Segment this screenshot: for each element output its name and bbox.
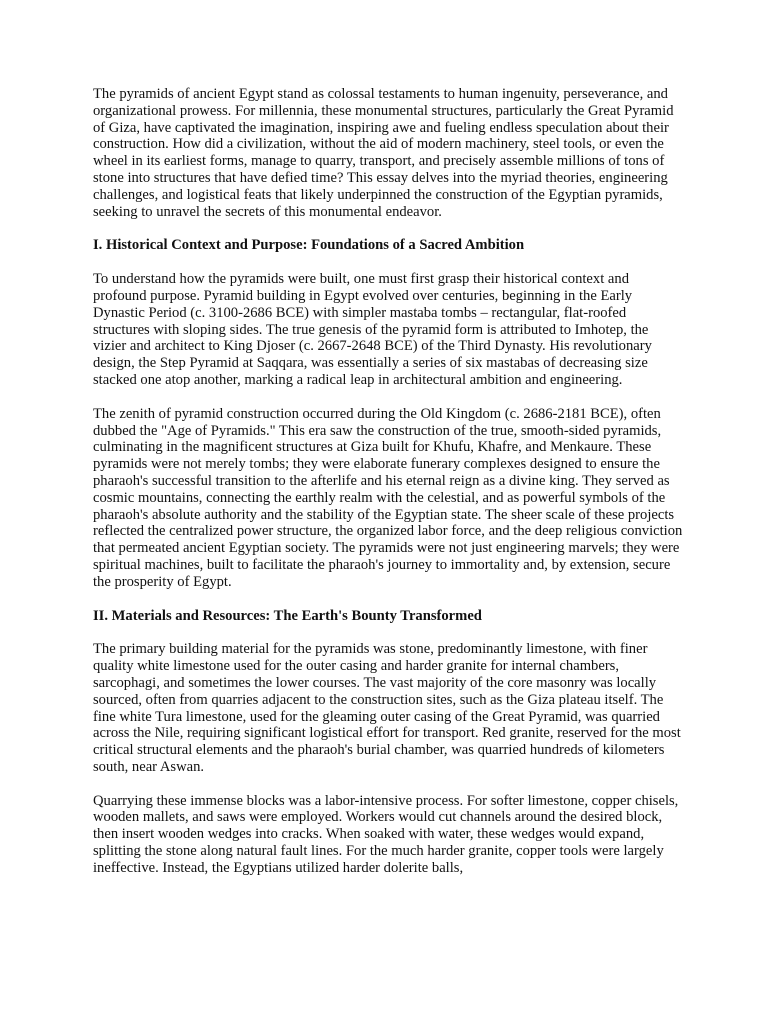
- body-paragraph: Quarrying these immense blocks was a labor-intensive process. For softer limestone, copper chisels, wooden mallets, and saws were employed. Workers would cut channels around the desired block, then insert wooden wedges into cracks. When soaked with water, these wedges would expand, splitting the stone along natural fault lines. For the much harder granite, copper tools were largely ineffective. Instead, the Egyptians utilized harder dolerite balls,: [93, 792, 679, 876]
- document-page: [93, 86, 683, 894]
- body-paragraph: The primary building material for the pyramids was stone, predominantly limestone, with finer quality white limestone used for the outer casing and harder granite for internal chambers, sarcophagi, and sometimes the lower courses. The vast majority of the core masonry was locally sourced, often from quarries adjacent to the construction sites, such as the Giza plateau itself. The fine white Tura limestone, used for the gleaming outer casing of the Great Pyramid, was quarried across the Nile, requiring significant logistical effort for transport. Red granite, reserved for the most critical structural elements and the pharaoh's burial chamber, was quarried hundreds of kilometers south, near Aswan.: [93, 641, 681, 775]
- body-paragraph: The zenith of pyramid construction occurred during the Old Kingdom (c. 2686-2181 BCE), often dubbed the "Age of Pyramids." This era saw the construction of the true, smooth-sided pyramids, culminating in the magnificent structures at Giza built for Khufu, Khafre, and Menkaure. These pyramids were not merely tombs; they were elaborate funerary complexes designed to ensure the pharaoh's successful transition to the afterlife and his eternal reign as a divine king. They served as cosmic mountains, connecting the earthly realm with the celestial, and as powerful symbols of the pharaoh's absolute authority and the stability of the Egyptian state. The sheer scale of these projects reflected the centralized power structure, the organized labor force, and the deep religious conviction that permeated ancient Egyptian society. The pyramids were not just engineering marvels; they were spiritual machines, built to facilitate the pharaoh's journey to immortality and, by extension, secure the prosperity of Egypt.: [93, 405, 683, 590]
- intro-paragraph: The pyramids of ancient Egypt stand as colossal testaments to human ingenuity, perseverance, and organizational prowess. For millennia, these monumental structures, particularly the Great Pyramid of Giza, have captivated the imagination, inspiring awe and fueling endless speculation about their construction. How did a civilization, without the aid of modern machinery, steel tools, or even the wheel in its earliest forms, manage to quarry, transport, and precisely assemble millions of tons of stone into structures that have defied time? This essay delves into the myriad theories, engineering challenges, and logistical feats that likely underpinned the construction of the Egyptian pyramids, seeking to unravel the secrets of this monumental endeavor.: [93, 86, 674, 220]
- body-paragraph: To understand how the pyramids were built, one must first grasp their historical context and profound purpose. Pyramid building in Egypt evolved over centuries, beginning in the Early Dynastic Period (c. 3100-2686 BCE) with simpler mastaba tombs – rectangular, flat-roofed structures with sloping sides. The true genesis of the pyramid form is attributed to Imhotep, the vizier and architect to King Djoser (c. 2667-2648 BCE) of the Third Dynasty. His revolutionary design, the Step Pyramid at Saqqara, was essentially a series of six mastabas of decreasing size stacked one atop another, marking a radical leap in architectural ambition and engineering.: [93, 271, 652, 388]
- section-heading-materials-resources: II. Materials and Resources: The Earth's Bounty Transformed: [93, 607, 482, 624]
- section-heading-historical-context: I. Historical Context and Purpose: Foundations of a Sacred Ambition: [93, 237, 525, 254]
